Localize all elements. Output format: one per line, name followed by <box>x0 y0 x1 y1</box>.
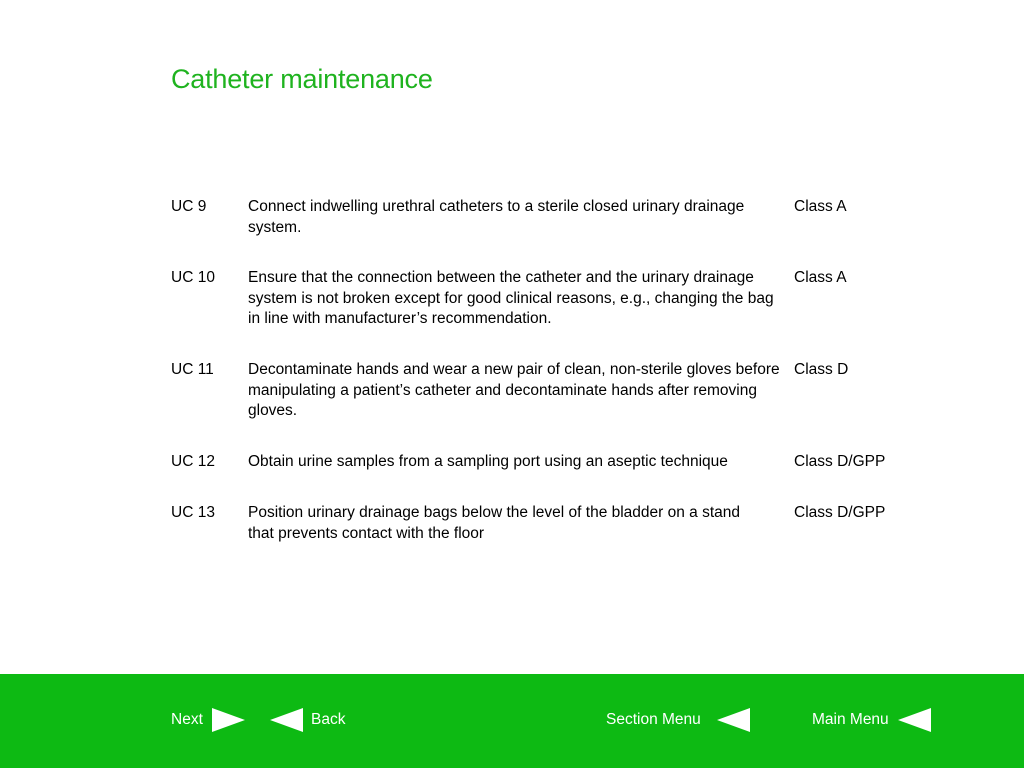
main-menu-label: Main Menu <box>812 711 889 728</box>
arrow-right-icon[interactable] <box>212 708 245 732</box>
recommendation-code: UC 9 <box>171 198 207 215</box>
navigation-bar <box>0 674 1024 768</box>
arrow-left-icon[interactable] <box>898 708 931 732</box>
recommendation-text: Position urinary drainage bags below the level of the bladder on a stand that prevents contact with the floor <box>248 504 741 542</box>
recommendation-class: Class A <box>794 198 847 215</box>
recommendations-list <box>171 197 931 554</box>
list-item <box>171 268 931 360</box>
recommendation-text: Obtain urine samples from a sampling port using an aseptic technique <box>248 453 728 470</box>
back-label: Back <box>311 711 346 728</box>
list-item <box>171 197 931 268</box>
next-label: Next <box>171 711 203 728</box>
recommendation-class: Class A <box>794 269 847 286</box>
recommendation-class: Class D/GPP <box>794 453 886 470</box>
page-title: Catheter maintenance <box>171 64 433 94</box>
recommendation-code: UC 13 <box>171 504 215 521</box>
recommendation-class: Class D <box>794 361 849 378</box>
recommendation-code: UC 12 <box>171 453 215 470</box>
next-button[interactable] <box>171 708 245 732</box>
recommendation-code: UC 10 <box>171 269 215 286</box>
recommendation-code: UC 11 <box>171 361 214 378</box>
arrow-left-icon[interactable] <box>270 708 303 732</box>
recommendation-text: Decontaminate hands and wear a new pair of clean, non-sterile gloves before manipulating a patient’s catheter and decontaminate hands after removing gloves. <box>248 361 780 419</box>
section-menu-button[interactable] <box>606 708 750 732</box>
main-menu-button[interactable] <box>812 708 931 732</box>
recommendation-class: Class D/GPP <box>794 504 886 521</box>
arrow-left-icon[interactable] <box>717 708 750 732</box>
section-menu-label: Section Menu <box>606 711 701 728</box>
list-item <box>171 360 931 452</box>
recommendation-text: Connect indwelling urethral catheters to a sterile closed urinary drainage system. <box>248 198 745 236</box>
list-item <box>171 452 931 503</box>
back-button[interactable] <box>270 708 345 732</box>
list-item <box>171 503 931 554</box>
recommendation-text: Ensure that the connection between the catheter and the urinary drainage system is not broken except for good clinical reasons, e.g., changing the bag in line with manufacturer’s recommendation. <box>248 269 774 327</box>
